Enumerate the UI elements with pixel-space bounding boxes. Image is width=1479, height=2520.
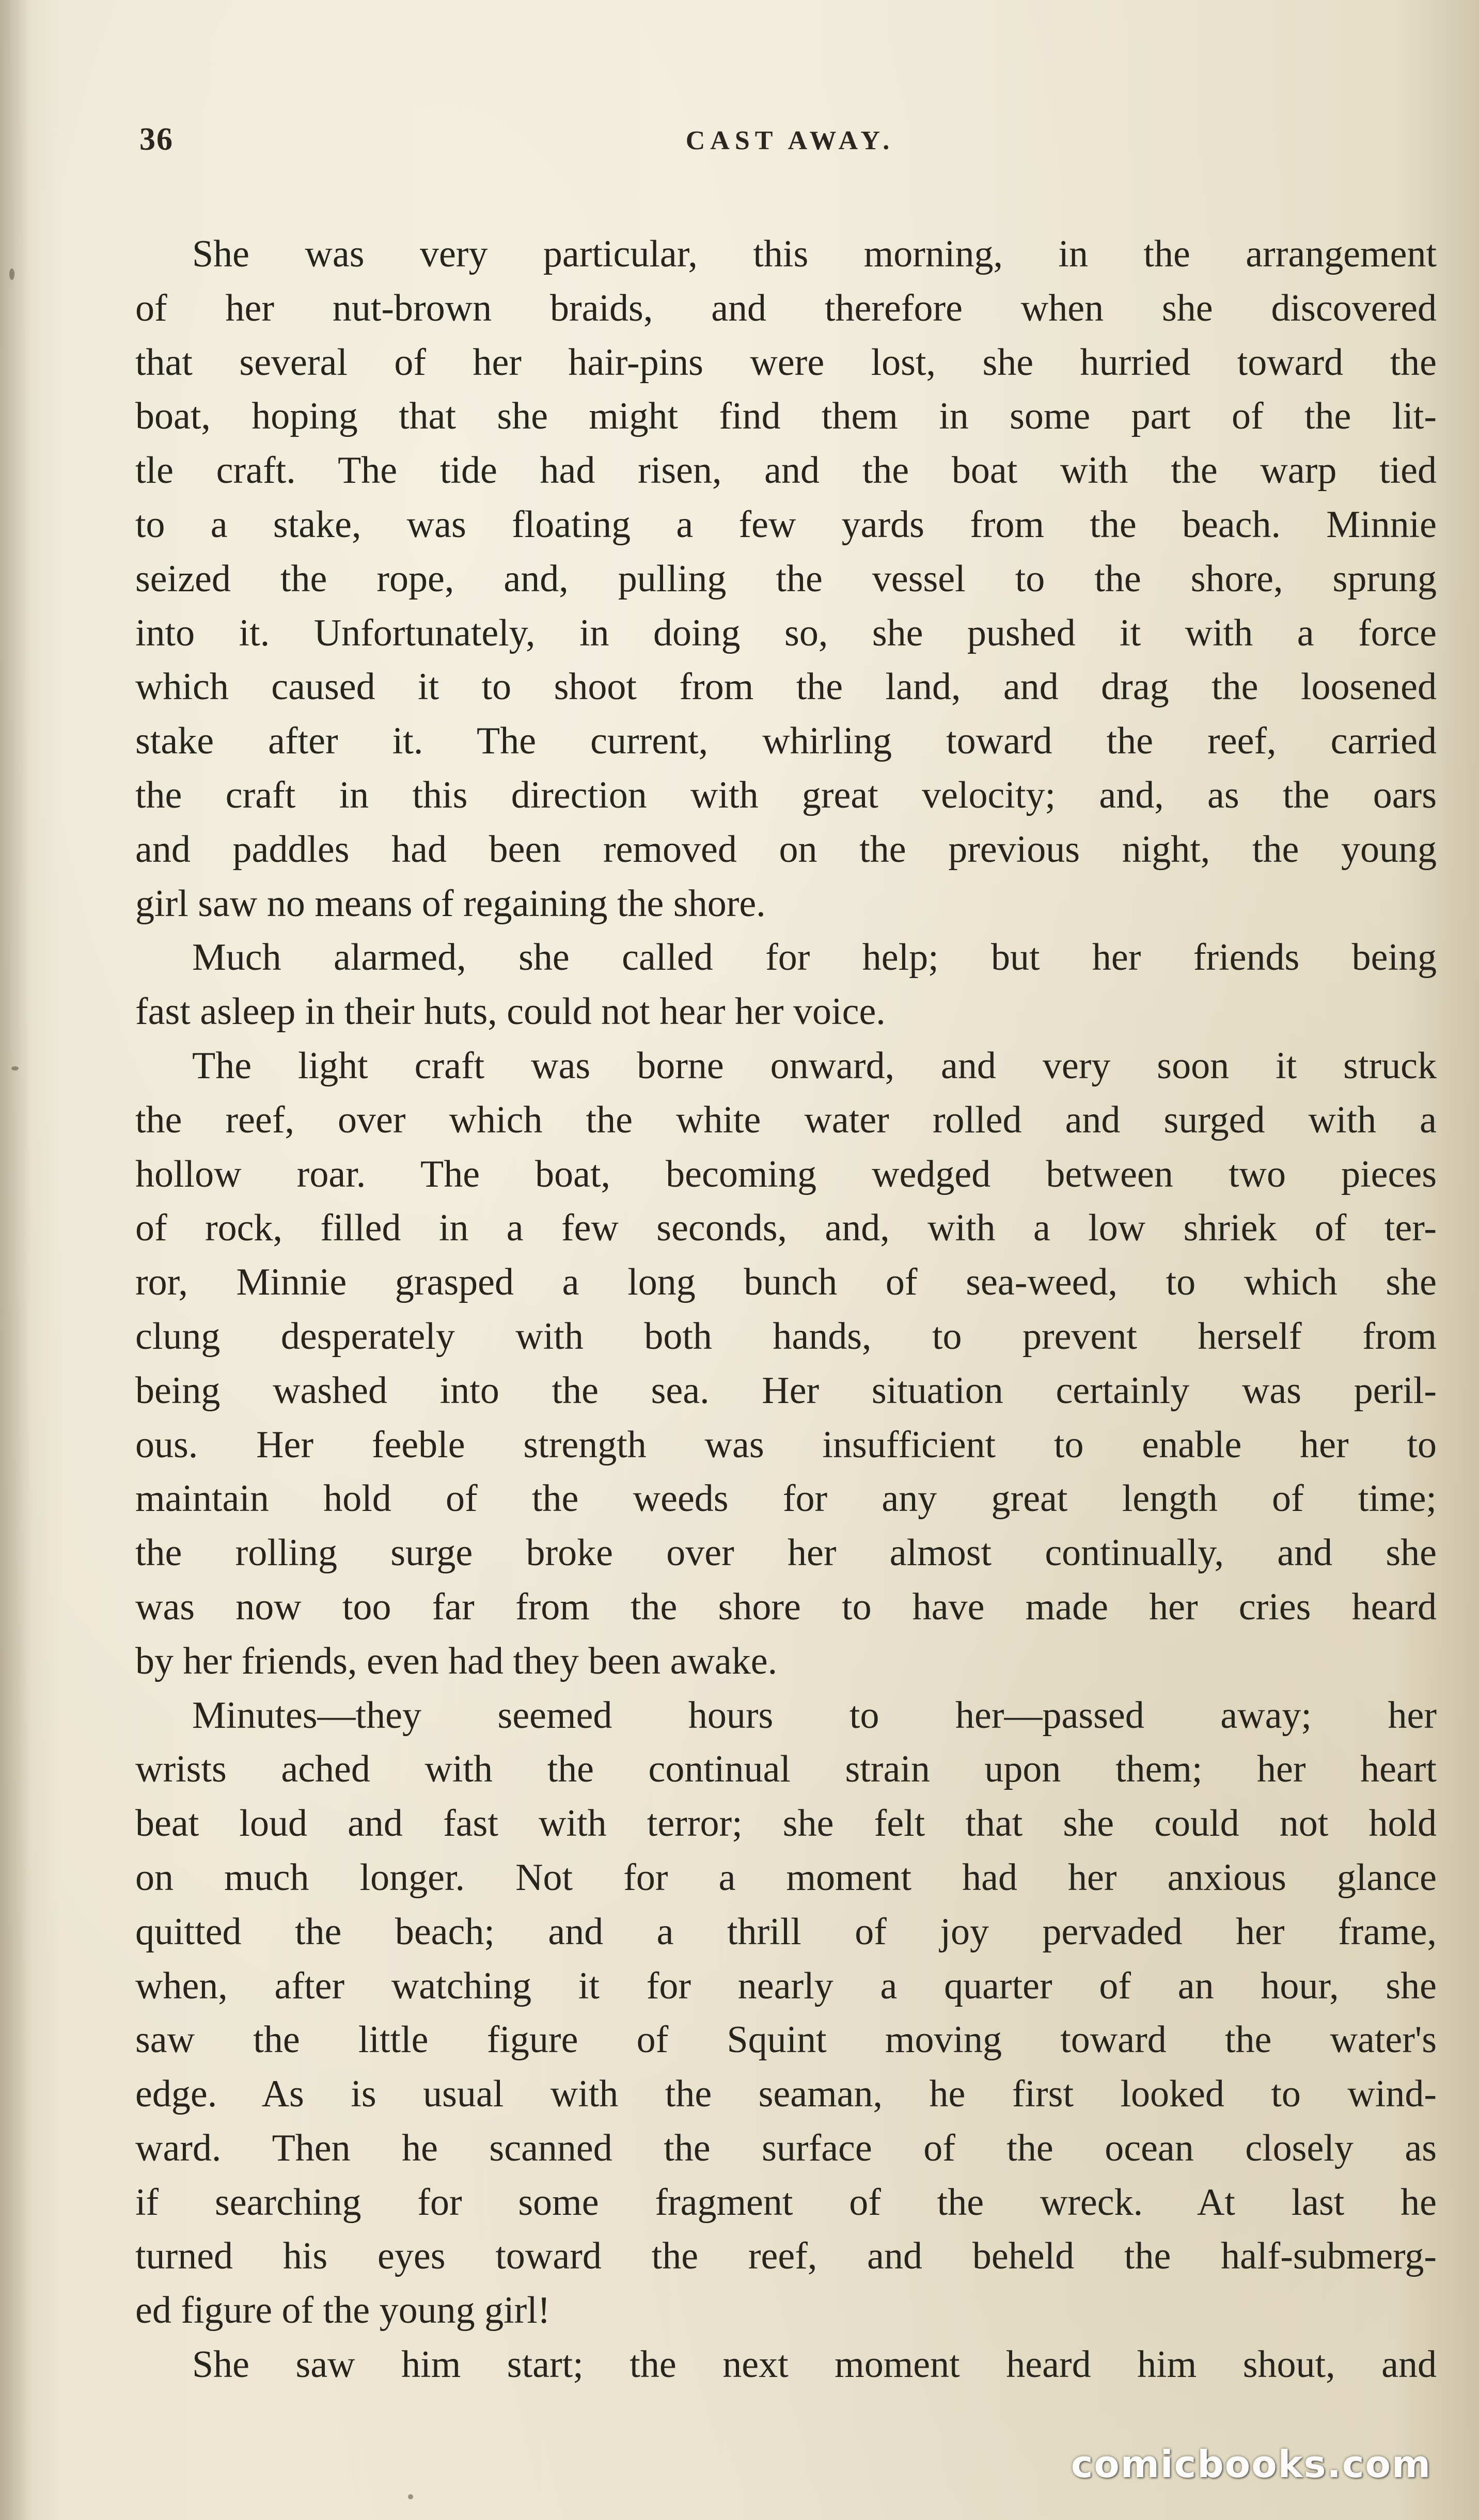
text-line: the rolling surge broke over her almost continually, and she bbox=[135, 1532, 1437, 1574]
ink-speck bbox=[11, 1066, 19, 1070]
text-line: to a stake, was floating a few yards from the beach. Minnie bbox=[135, 503, 1437, 546]
body-text bbox=[135, 227, 1437, 2392]
page-number: 36 bbox=[139, 122, 174, 157]
text-line: maintain hold of the weeds for any great length of time; bbox=[135, 1477, 1437, 1520]
text-line: the craft in this direction with great velocity; and, as the oars bbox=[135, 774, 1437, 816]
text-line: tle craft. The tide had risen, and the boat with the warp tied bbox=[135, 449, 1437, 492]
text-line: Minutes—they seemed hours to her—passed away; her bbox=[192, 1694, 1437, 1737]
text-line: saw the little figure of Squint moving toward the water's bbox=[135, 2019, 1437, 2061]
text-line: stake after it. The current, whirling toward the reef, carried bbox=[135, 720, 1437, 763]
text-line: wrists ached with the continual strain upon them; her heart bbox=[135, 1748, 1437, 1791]
text-line: clung desperately with both hands, to prevent herself from bbox=[135, 1315, 1437, 1358]
text-line: boat, hoping that she might find them in some part of the lit- bbox=[135, 395, 1437, 438]
text-line: into it. Unfortunately, in doing so, she pushed it with a force bbox=[135, 611, 1437, 654]
text-line: ror, Minnie grasped a long bunch of sea-weed, to which she bbox=[135, 1261, 1437, 1304]
text-line: and paddles had been removed on the previous night, the young bbox=[135, 828, 1437, 871]
text-line: being washed into the sea. Her situation certainly was peril- bbox=[135, 1369, 1437, 1412]
gutter-shadow bbox=[0, 0, 31, 2520]
text-line: seized the rope, and, pulling the vessel to the shore, sprung bbox=[135, 557, 1437, 600]
text-line: of her nut-brown braids, and therefore when she discovered bbox=[135, 287, 1437, 329]
text-line: which caused it to shoot from the land, and drag the loosened bbox=[135, 666, 1437, 708]
text-line: ed figure of the young girl! bbox=[135, 2289, 550, 2332]
text-line: if searching for some fragment of the wreck. At last he bbox=[135, 2181, 1437, 2224]
text-line: was now too far from the shore to have made her cries heard bbox=[135, 1585, 1437, 1628]
text-line: ward. Then he scanned the surface of the ocean closely as bbox=[135, 2127, 1437, 2169]
text-line: beat loud and fast with terror; she felt that she could not hold bbox=[135, 1802, 1437, 1845]
text-line: fast asleep in their huts, could not hear her voice. bbox=[135, 990, 886, 1033]
text-line: hollow roar. The boat, becoming wedged between two pieces bbox=[135, 1153, 1437, 1195]
watermark: comicbooks.com bbox=[1071, 2443, 1431, 2486]
text-line: Much alarmed, she called for help; but her friends being bbox=[192, 936, 1437, 979]
text-line: She saw him start; the next moment heard him shout, and bbox=[192, 2343, 1437, 2386]
ink-speck bbox=[9, 269, 14, 280]
text-line: quitted the beach; and a thrill of joy pervaded her frame, bbox=[135, 1910, 1437, 1953]
text-line: The light craft was borne onward, and very soon it struck bbox=[192, 1044, 1437, 1087]
text-line: that several of her hair-pins were lost, she hurried toward the bbox=[135, 341, 1437, 384]
text-line: edge. As is usual with the seaman, he first looked to wind- bbox=[135, 2073, 1437, 2116]
text-line: by her friends, even had they been awake. bbox=[135, 1640, 778, 1682]
running-head: CAST AWAY. bbox=[685, 126, 895, 155]
text-line: on much longer. Not for a moment had her anxious glance bbox=[135, 1856, 1437, 1899]
text-line: girl saw no means of regaining the shore. bbox=[135, 882, 766, 925]
text-line: ous. Her feeble strength was insufficient to enable her to bbox=[135, 1423, 1437, 1466]
text-line: the reef, over which the white water rolled and surged with a bbox=[135, 1098, 1437, 1141]
text-line: of rock, filled in a few seconds, and, with a low shriek of ter- bbox=[135, 1207, 1437, 1250]
ink-speck bbox=[408, 2494, 413, 2499]
text-line: when, after watching it for nearly a quarter of an hour, she bbox=[135, 1964, 1437, 2007]
text-line: turned his eyes toward the reef, and beheld the half-submerg- bbox=[135, 2235, 1437, 2278]
text-line: She was very particular, this morning, in the arrangement bbox=[192, 233, 1437, 275]
page-header bbox=[139, 121, 1441, 178]
